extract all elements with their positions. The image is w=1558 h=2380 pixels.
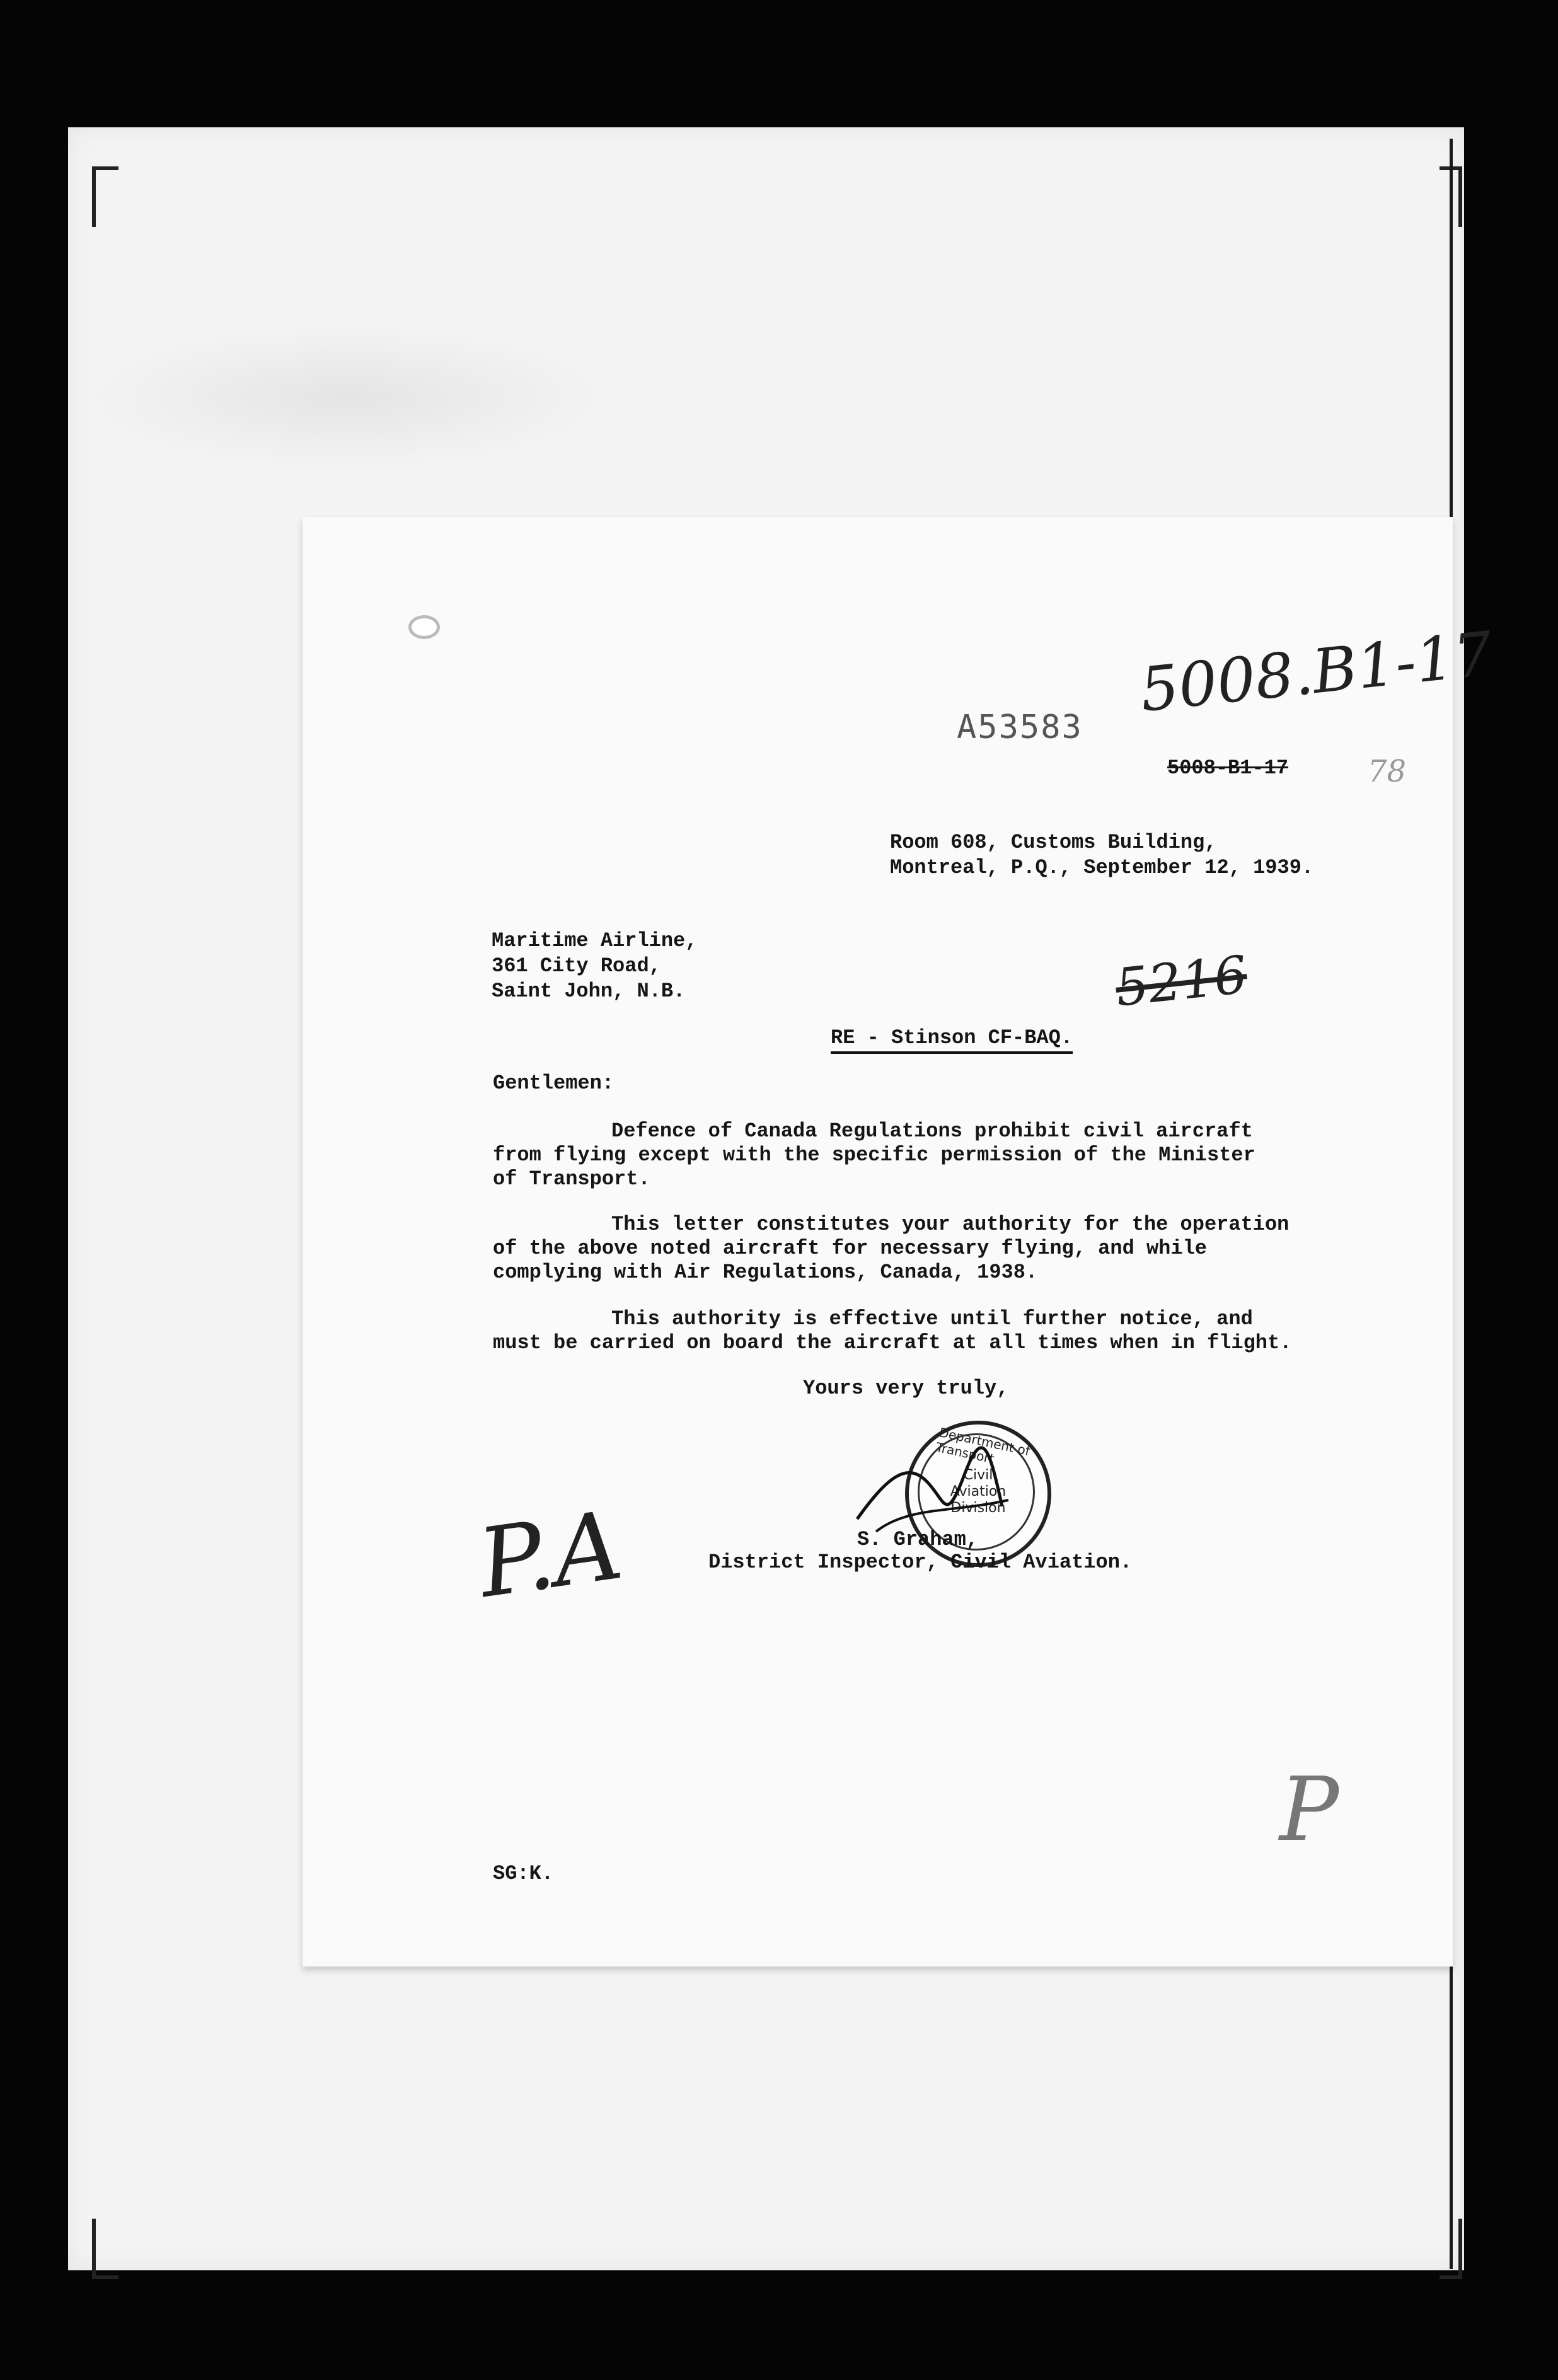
seal-line-2: Aviation: [950, 1484, 1007, 1499]
background-smudge: [88, 328, 605, 466]
handwritten-file-ref: 5008.B1-17: [1136, 618, 1496, 726]
frame-edge-strip: [1450, 139, 1478, 2269]
seal-line-1: Civil: [963, 1467, 993, 1483]
paragraph-2-line-2: of the above noted aircraft for necessary flying, and while: [493, 1237, 1207, 1260]
seal-line-3: Division: [950, 1500, 1006, 1516]
closing: Yours very truly,: [803, 1377, 1009, 1400]
crop-mark-top-left: [92, 166, 118, 227]
paragraph-3-line-2: must be carried on board the aircraft at all times when in flight.: [493, 1331, 1292, 1355]
recipient-line-1: Maritime Airline,: [492, 929, 698, 952]
signature-scribble: [851, 1437, 1015, 1538]
sender-address-line-1: Room 608, Customs Building,: [890, 831, 1217, 854]
reference-initials: SG:K.: [493, 1862, 554, 1885]
paragraph-1-line-2: from flying except with the specific permission of the Minister: [493, 1143, 1255, 1167]
signatory-name: S. Graham,: [857, 1528, 979, 1551]
struck-handwritten-number: 5216: [1112, 945, 1250, 1019]
typed-file-ref: 5008-B1-17: [1167, 756, 1289, 780]
paragraph-2-line-3: complying with Air Regulations, Canada, 1938.: [493, 1261, 1038, 1284]
crop-mark-bottom-left: [92, 2219, 118, 2279]
file-number-stamp: A53583: [957, 708, 1083, 746]
paragraph-1-line-1: Defence of Canada Regulations prohibit civil aircraft: [611, 1119, 1253, 1143]
punch-hole: [408, 615, 440, 639]
seal-outer-text: Department of Transport: [934, 1424, 1032, 1467]
paragraph-2-line-1: This letter constitutes your authority for the operation: [611, 1213, 1290, 1236]
signatory-title: District Inspector, Civil Aviation.: [708, 1551, 1133, 1574]
handwritten-margin-number: 78: [1368, 754, 1407, 789]
paragraph-3-line-1: This authority is effective until further notice, and: [611, 1307, 1253, 1331]
sender-address-line-2: Montreal, P.Q., September 12, 1939.: [890, 856, 1314, 879]
handwritten-mark-p: P: [1279, 1759, 1339, 1861]
recipient-line-3: Saint John, N.B.: [492, 979, 686, 1003]
paragraph-1-line-3: of Transport.: [493, 1167, 650, 1191]
recipient-line-2: 361 City Road,: [492, 954, 661, 978]
subject-line: RE - Stinson CF-BAQ.: [831, 1026, 1073, 1054]
handwritten-initials: P.A: [471, 1491, 629, 1619]
salutation: Gentlemen:: [493, 1072, 615, 1095]
